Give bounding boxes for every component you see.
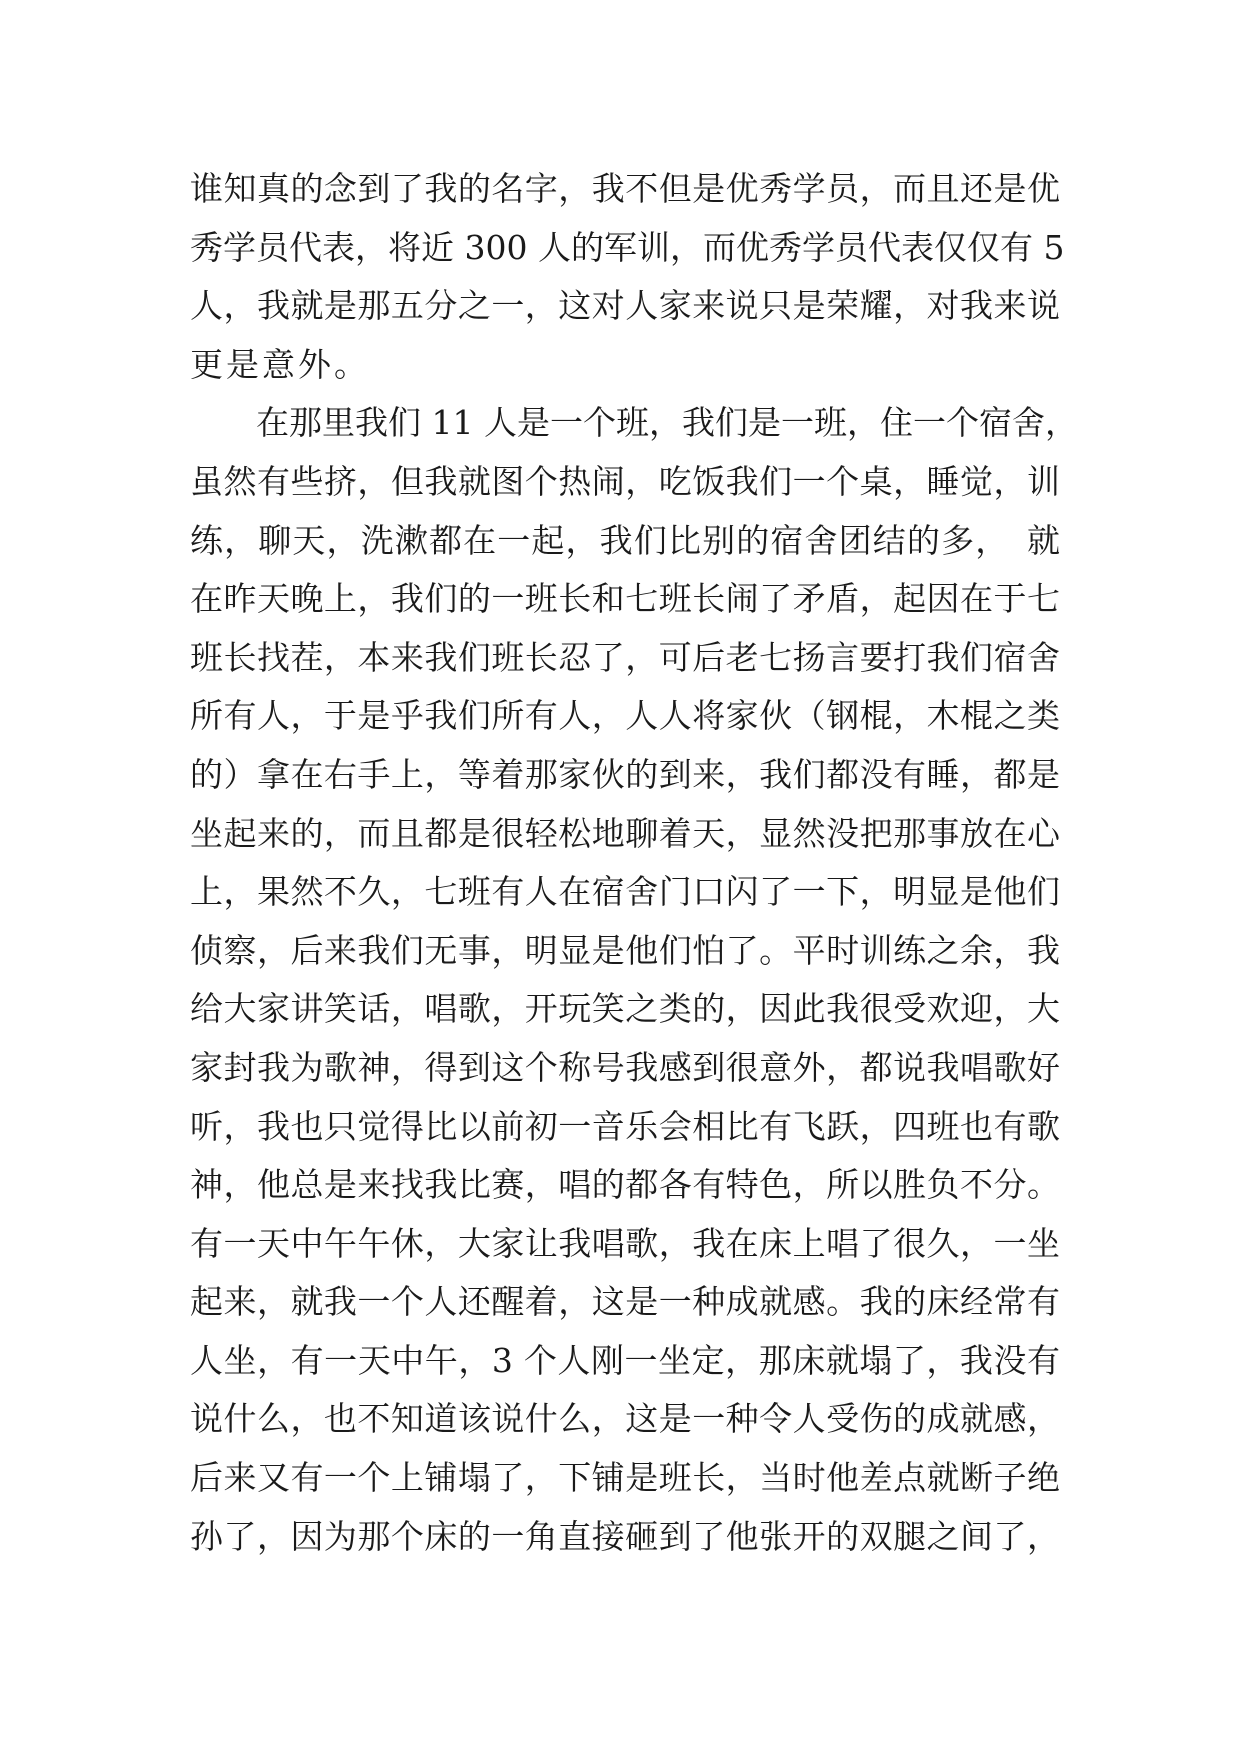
text-line: 坐起来的，而且都是很轻松地聊着天，显然没把那事放在心	[190, 813, 1060, 853]
text-line: 上，果然不久，七班有人在宿舍门口闪了一下，明显是他们	[190, 872, 1060, 912]
text-line: 孙了，因为那个床的一角直接砸到了他张开的双腿之间了，	[190, 1516, 1060, 1556]
text-line: 说什么，也不知道该说什么，这是一种令人受伤的成就感，	[190, 1399, 1060, 1439]
text-line: 虽然有些挤，但我就图个热闹，吃饭我们一个桌，睡觉，训	[190, 461, 1060, 501]
text-line: 班长找茬，本来我们班长忍了，可后老七扬言要打我们宿舍	[190, 637, 1060, 677]
paragraph	[190, 394, 1078, 1566]
text-line: 神，他总是来找我比赛，唱的都各有特色，所以胜负不分。	[190, 1165, 1060, 1205]
text-line: 给大家讲笑话，唱歌，开玩笑之类的，因此我很受欢迎，大	[190, 989, 1060, 1029]
text-line: 的）拿在右手上，等着那家伙的到来，我们都没有睡，都是	[190, 754, 1060, 794]
text-line: 在那里我们 11 人是一个班，我们是一班，住一个宿舍，	[256, 403, 1078, 443]
text-line: 更是意外。	[190, 344, 370, 384]
text-line: 人，我就是那五分之一，这对人家来说只是荣耀，对我来说	[190, 286, 1060, 326]
text-line: 后来又有一个上铺塌了，下铺是班长，当时他差点就断子绝	[190, 1458, 1060, 1498]
text-line: 在昨天晚上，我们的一班长和七班长闹了矛盾，起因在于七	[190, 579, 1060, 619]
text-line: 有一天中午午休，大家让我唱歌，我在床上唱了很久，一坐	[190, 1223, 1060, 1263]
text-line: 侦察，后来我们无事，明显是他们怕了。平时训练之余，我	[190, 930, 1060, 970]
text-line: 听，我也只觉得比以前初一音乐会相比有飞跃，四班也有歌	[190, 1106, 1060, 1146]
paragraph	[190, 160, 1065, 394]
text-line: 所有人，于是乎我们所有人，人人将家伙（钢棍，木棍之类	[190, 696, 1060, 736]
text-line: 人坐，有一天中午，3 个人刚一坐定，那床就塌了，我没有	[190, 1340, 1060, 1380]
text-line: 练，聊天，洗漱都在一起，我们比别的宿舍团结的多， 就	[190, 520, 1060, 560]
text-line: 起来，就我一个人还醒着，这是一种成就感。我的床经常有	[190, 1282, 1060, 1322]
text-line: 秀学员代表，将近 300 人的军训，而优秀学员代表仅仅有 5	[190, 227, 1065, 267]
text-line: 谁知真的念到了我的名字，我不但是优秀学员，而且还是优	[190, 169, 1060, 208]
text-line: 家封我为歌神，得到这个称号我感到很意外，都说我唱歌好	[190, 1047, 1060, 1087]
body-text	[190, 160, 1078, 1566]
